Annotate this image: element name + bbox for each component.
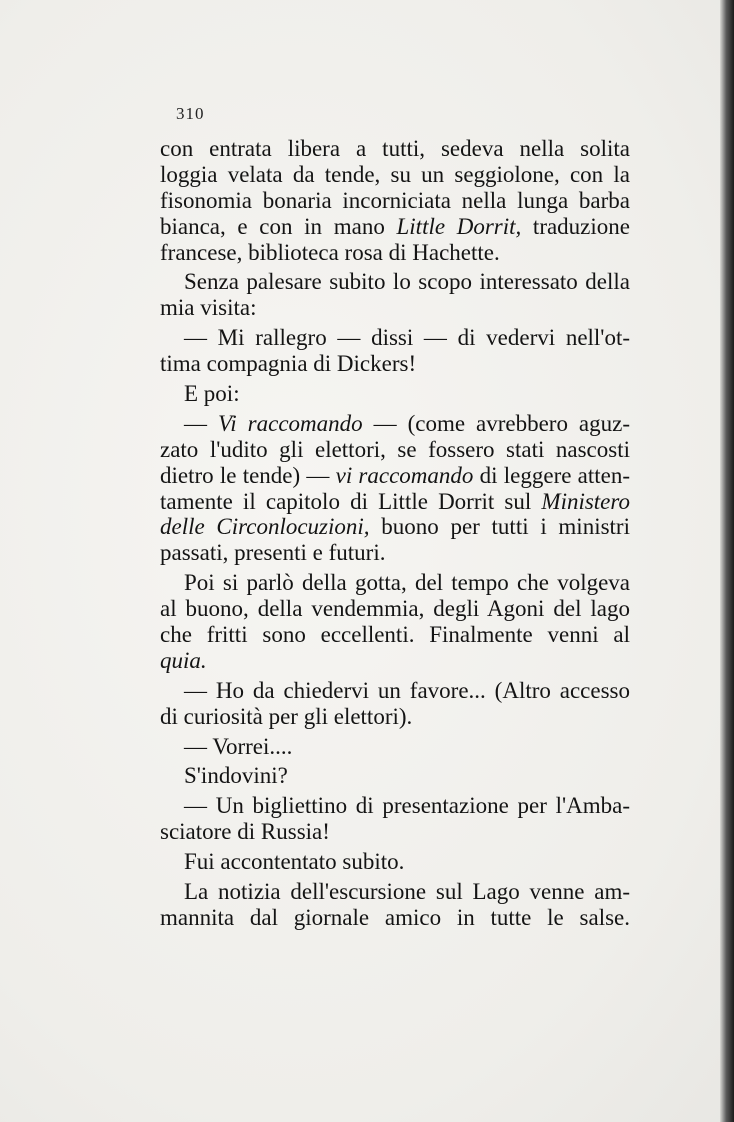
- body-text: [160, 136, 630, 931]
- text-line: Poi si parlò della gotta, del tempo che volgeva: [184, 570, 630, 596]
- text-line: Senza palesare subito lo scopo interessato della: [184, 269, 630, 295]
- italic-word: quia.: [160, 647, 207, 673]
- book-spine-shadow: [720, 0, 734, 1122]
- italic-title: Ministero: [541, 488, 630, 514]
- text-line: che fritti sono eccellenti. Finalmente venni al: [160, 622, 630, 648]
- text-line: mannita dal giornale amico in tutte le salse.: [160, 904, 630, 930]
- text-line: Fui accontentato subito.: [184, 849, 405, 875]
- text-line: — Mi rallegro — dissi — di vedervi nell'ot-: [184, 325, 630, 351]
- text-line: loggia velata da tende, su un seggiolone, con la: [160, 161, 630, 187]
- text-line: al buono, della vendemmia, degli Agoni del lago: [160, 596, 630, 622]
- text-line: La notizia dell'escursione sul Lago venne am-: [184, 879, 630, 905]
- text-line: — Vorrei....: [184, 733, 293, 759]
- text-line: fisonomia bonaria incorniciata nella lunga barba: [160, 187, 630, 213]
- text-line: bianca, e con in mano Little Dorrit, traduzione: [160, 213, 630, 239]
- italic-title: delle Circonlocuzioni,: [160, 514, 370, 540]
- text-line: tima compagnia di Dickers!: [160, 351, 417, 377]
- text-line: delle Circonlocuzioni, buono per tutti i ministri: [160, 514, 630, 540]
- text-line: dietro le tende) — vi raccomando di leggere atten-: [160, 462, 631, 488]
- italic-title: Little Dorrit,: [396, 213, 522, 239]
- text-line: E poi:: [184, 381, 240, 407]
- text-line: — Ho da chiedervi un favore... (Altro accesso: [184, 677, 630, 703]
- text-line: sciatore di Russia!: [160, 819, 330, 845]
- text-line: — Un bigliettino di presentazione per l'Amba-: [184, 793, 630, 819]
- italic-phrase: Vi raccomando: [217, 410, 363, 436]
- text-line: S'indovini?: [184, 763, 288, 789]
- text-line: mia visita:: [160, 295, 257, 321]
- page-number: 310: [176, 104, 205, 123]
- text-line: zato l'udito gli elettori, se fossero stati nascosti: [160, 436, 630, 462]
- italic-phrase: vi raccomando: [335, 462, 474, 488]
- text-line: [160, 648, 630, 674]
- text-line: francese, biblioteca rosa di Hachette.: [160, 239, 500, 265]
- text-line: tamente il capitolo di Little Dorrit sul Ministero: [160, 488, 630, 514]
- text-line: con entrata libera a tutti, sedeva nella solita: [160, 136, 630, 161]
- text-line: — Vi raccomando — (come avrebbero aguz-: [184, 410, 630, 436]
- text-line: passati, presenti e futuri.: [160, 540, 386, 566]
- text-line: di curiosità per gli elettori).: [160, 703, 413, 729]
